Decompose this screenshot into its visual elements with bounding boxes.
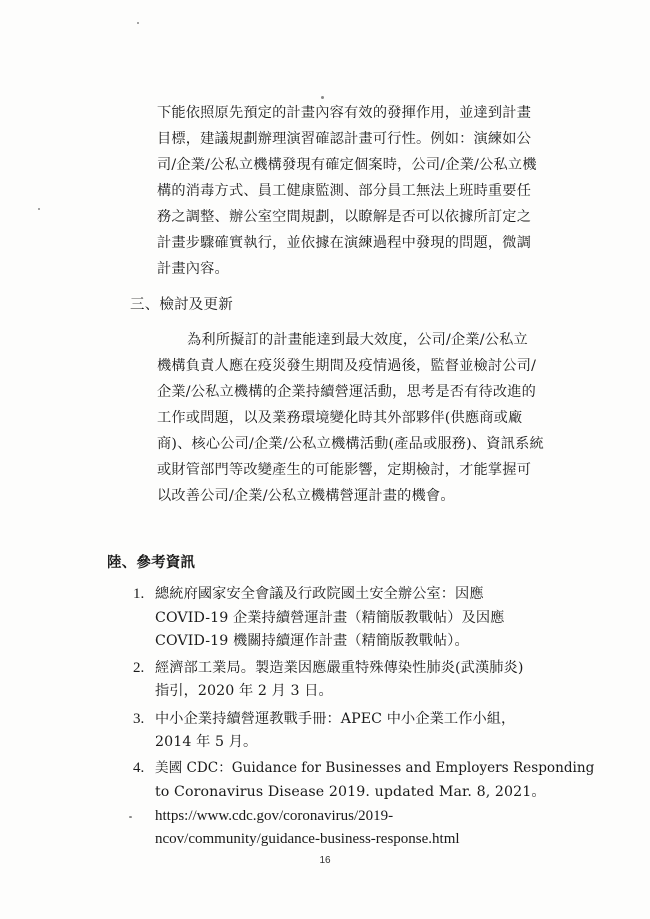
reference-url-line[interactable]: ncov/community/guidance-business-response.html (155, 831, 460, 847)
reference-line: 美國 CDC：Guidance for Businesses and Employers Responding (155, 760, 595, 776)
reference-line: COVID-19 機關持續運作計畫（精簡版教戰帖）。 (155, 633, 469, 649)
paragraph-line: 以改善公司/企業/公私立機構營運計畫的機會。 (157, 488, 455, 504)
paragraph-line: 工作或問題，以及業務環境變化時其外部夥伴(供應商或廠 (157, 410, 523, 426)
reference-number: 3. (133, 711, 145, 727)
reference-line: COVID-19 企業持續營運計畫（精簡版教戰帖）及因應 (155, 610, 505, 626)
paragraph-line: 企業/公私立機構的企業持續營運活動，思考是否有待改進的 (157, 384, 537, 400)
paragraph-line: 計畫步驟確實執行，並依據在演練過程中發現的問題，微調 (157, 235, 532, 251)
reference-line: 中小企業持續營運教戰手冊：APEC 中小企業工作小組， (155, 711, 516, 727)
scan-speck (321, 96, 324, 99)
reference-number: 2. (133, 660, 145, 676)
paragraph-line: 機構負責人應在疫災發生期間及疫情過後，監督並檢討公司/ (157, 358, 537, 374)
paragraph-line: 或財管部門等改變產生的可能影響，定期檢討，才能掌握可 (157, 462, 532, 478)
chapter-heading: 陸、參考資訊 (107, 554, 196, 571)
paragraph-line: 構的消毒方式、員工健康監測、部分員工無法上班時重要任 (157, 183, 532, 199)
paragraph-line: 司/企業/公私立機構發現有確定個案時，公司/企業/公私立機 (157, 157, 537, 173)
reference-url-line[interactable]: https://www.cdc.gov/coronavirus/2019- (155, 808, 394, 824)
paragraph-line: 商)、核心公司/企業/公私立機構活動(產品或服務)、資訊系統 (157, 436, 544, 452)
scan-speck (137, 22, 139, 24)
reference-number: 1. (133, 586, 145, 602)
reference-line: 總統府國家安全會議及行政院國土安全辦公室：因應 (155, 586, 484, 602)
page-number: 16 (319, 855, 331, 866)
paragraph-line: 目標，建議規劃辦理演習確認計畫可行性。例如：演練如公 (157, 131, 532, 147)
reference-line: 指引，2020 年 2 月 3 日。 (155, 683, 333, 699)
reference-line: to Coronavirus Disease 2019. updated Mar. 8, 2021。 (155, 784, 546, 800)
paragraph-line: 下能依照原先預定的計畫內容有效的發揮作用，並達到計畫 (157, 105, 532, 121)
reference-number: 4. (133, 760, 145, 776)
paragraph-line: 務之調整、辦公室空間規劃，以瞭解是否可以依據所訂定之 (157, 209, 532, 225)
paragraph-line: 為利所擬訂的計畫能達到最大效度，公司/企業/公私立 (187, 332, 528, 348)
scan-speck (38, 208, 40, 210)
reference-line: 經濟部工業局。製造業因應嚴重特殊傳染性肺炎(武漢肺炎) (155, 660, 524, 676)
paragraph-line: 計畫內容。 (157, 261, 229, 277)
section-heading: 三、檢討及更新 (130, 297, 233, 313)
reference-line: 2014 年 5 月。 (155, 734, 258, 750)
scan-speck (129, 816, 132, 818)
